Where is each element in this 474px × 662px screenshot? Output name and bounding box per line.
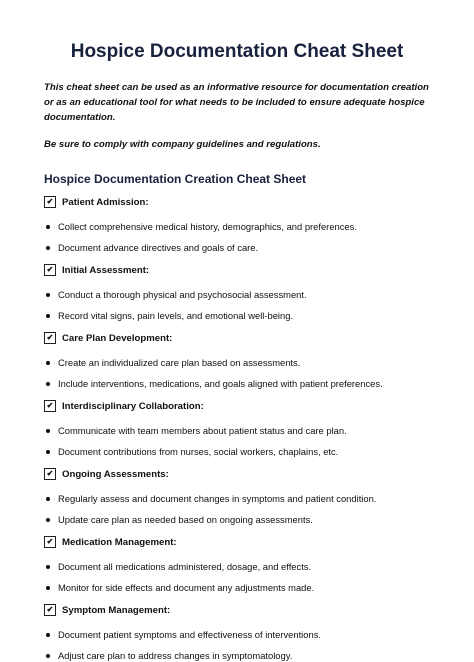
checkmark-icon: ✔	[44, 332, 56, 344]
step-heading	[44, 600, 430, 620]
compliance-note: Be sure to comply with company guidelines and regulations.	[44, 139, 321, 150]
step-heading	[44, 328, 430, 348]
bullet-list	[44, 561, 430, 594]
bullet-item: Document advance directives and goals of care.	[44, 242, 430, 254]
step-label: Medication Management:	[62, 536, 177, 548]
steps-list	[44, 192, 430, 662]
step-heading	[44, 192, 430, 212]
bullet-item: Update care plan as needed based on ongoing assessments.	[44, 514, 430, 526]
bullet-item: Adjust care plan to address changes in symptomatology.	[44, 650, 430, 662]
step-label: Initial Assessment:	[62, 264, 150, 276]
step-item	[44, 396, 430, 458]
step-label: Care Plan Development:	[62, 332, 173, 344]
checkmark-icon: ✔	[44, 468, 56, 480]
bullet-item: Document contributions from nurses, social workers, chaplains, etc.	[44, 446, 430, 458]
bullet-item: Monitor for side effects and document any adjustments made.	[44, 582, 430, 594]
page-title: Hospice Documentation Cheat Sheet	[70, 41, 404, 62]
section-title: Hospice Documentation Creation Cheat Sheet	[44, 172, 307, 186]
checkmark-icon: ✔	[44, 196, 56, 208]
step-item	[44, 532, 430, 594]
bullet-item: Include interventions, medications, and goals aligned with patient preferences.	[44, 378, 430, 390]
bullet-list	[44, 289, 430, 322]
checkmark-icon: ✔	[44, 536, 56, 548]
bullet-item: Communicate with team members about patient status and care plan.	[44, 425, 430, 437]
step-item	[44, 600, 430, 662]
intro-paragraph: This cheat sheet can be used as an informative resource for documentation creation or as an educational tool for what needs to be included to ensure adequate hospice documentation.	[44, 82, 429, 123]
bullet-item: Document all medications administered, dosage, and effects.	[44, 561, 430, 573]
bullet-item: Record vital signs, pain levels, and emotional well-being.	[44, 310, 430, 322]
step-heading	[44, 396, 430, 416]
bullet-list	[44, 357, 430, 390]
checkmark-icon: ✔	[44, 264, 56, 276]
bullet-list	[44, 493, 430, 526]
bullet-list	[44, 221, 430, 254]
step-heading	[44, 260, 430, 280]
checkmark-icon: ✔	[44, 604, 56, 616]
bullet-item: Collect comprehensive medical history, demographics, and preferences.	[44, 221, 430, 233]
step-item	[44, 192, 430, 254]
bullet-list	[44, 629, 430, 662]
step-label: Ongoing Assessments:	[62, 468, 169, 480]
step-label: Interdisciplinary Collaboration:	[62, 400, 204, 412]
bullet-item: Create an individualized care plan based on assessments.	[44, 357, 430, 369]
bullet-item: Document patient symptoms and effectiveness of interventions.	[44, 629, 430, 641]
step-item	[44, 328, 430, 390]
step-label: Symptom Management:	[62, 604, 171, 616]
step-item	[44, 464, 430, 526]
checkmark-icon: ✔	[44, 400, 56, 412]
step-heading	[44, 464, 430, 484]
step-label: Patient Admission:	[62, 196, 149, 208]
bullet-list	[44, 425, 430, 458]
bullet-item: Conduct a thorough physical and psychosocial assessment.	[44, 289, 430, 301]
step-heading	[44, 532, 430, 552]
step-item	[44, 260, 430, 322]
bullet-item: Regularly assess and document changes in symptoms and patient condition.	[44, 493, 430, 505]
